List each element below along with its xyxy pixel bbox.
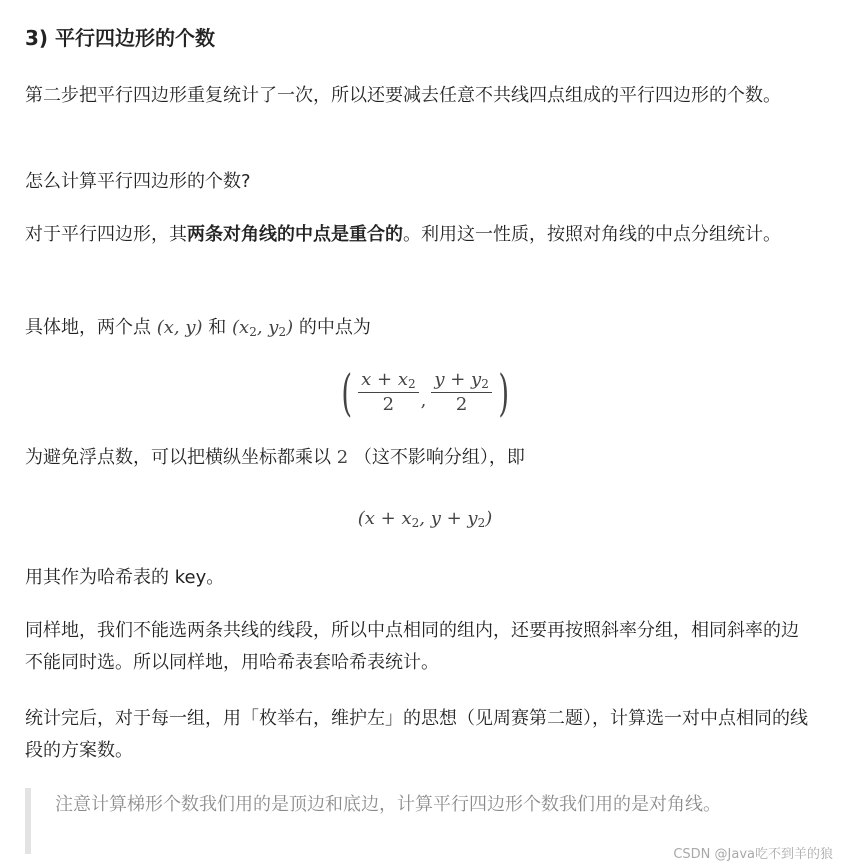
note-text: 注意计算梯形个数我们用的是顶边和底边，计算平行四边形个数我们用的是对角线。 xyxy=(55,794,721,815)
paragraph-enumerate: 统计完后，对于每一组，用「枚举右，维护左」的思想（见周赛第二题），计算选一对中点相同的线段的方案数。 xyxy=(25,708,808,761)
text-segment: 对于平行四边形，其 xyxy=(25,224,187,245)
paragraph-hash-key: 用其作为哈希表的 key。 xyxy=(25,567,225,588)
fraction-y-denominator: 2 xyxy=(455,394,468,415)
left-paren: ( xyxy=(341,364,352,422)
paragraph-dedup: 第二步把平行四边形重复统计了一次，所以还要减去任意不共线四点组成的平行四边形的个数。 xyxy=(25,85,781,106)
text-segment: 和 xyxy=(208,317,227,338)
fraction-y-numerator: $y + y_2$ xyxy=(431,369,492,393)
math-point-1: (x, y) xyxy=(156,317,203,338)
paragraph-question: 怎么计算平行四边形的个数? xyxy=(25,171,251,192)
text-segment: 为避免浮点数，可以把横纵坐标都乘以 xyxy=(25,447,331,468)
text-segment: 的中点为 xyxy=(298,317,371,338)
math-factor: 2 xyxy=(336,447,349,468)
fraction-x-denominator: 2 xyxy=(382,394,395,415)
paragraph-slope-group: 同样地，我们不能选两条共线的线段，所以中点相同的组内，还要再按照斜率分组，相同斜率的边不能同时选。所以同样地，用哈希表套哈希表统计。 xyxy=(25,620,799,673)
text-segment: （这不影响分组），即 xyxy=(353,447,525,468)
bold-emphasis: 两条对角线的中点是重合的 xyxy=(187,224,403,245)
fraction-y xyxy=(431,369,492,417)
right-paren: ) xyxy=(498,364,509,422)
paragraph-avoid-float xyxy=(25,442,815,474)
text-segment: 。利用这一性质，按照对角线的中点分组统计。 xyxy=(403,224,781,245)
scaled-formula xyxy=(25,508,825,529)
fraction-x xyxy=(358,369,418,417)
midpoint-formula xyxy=(25,364,825,422)
comma: , xyxy=(420,389,427,411)
paragraph-diagonal-property xyxy=(25,219,815,251)
math-point-2: ($x_2$, $y_2$) xyxy=(232,317,294,339)
fraction-x-numerator: $x + x_2$ xyxy=(358,369,418,393)
paragraph-midpoint-intro xyxy=(25,312,815,344)
section-heading: 3) 平行四边形的个数 xyxy=(25,26,216,50)
scaled-expression: ($x + x_2$, $y + y_2$) xyxy=(357,508,493,530)
midpoint-expression xyxy=(337,364,514,422)
watermark: CSDN @Java吃不到羊的狼 xyxy=(673,847,833,862)
text-segment: 具体地，两个点 xyxy=(25,317,151,338)
